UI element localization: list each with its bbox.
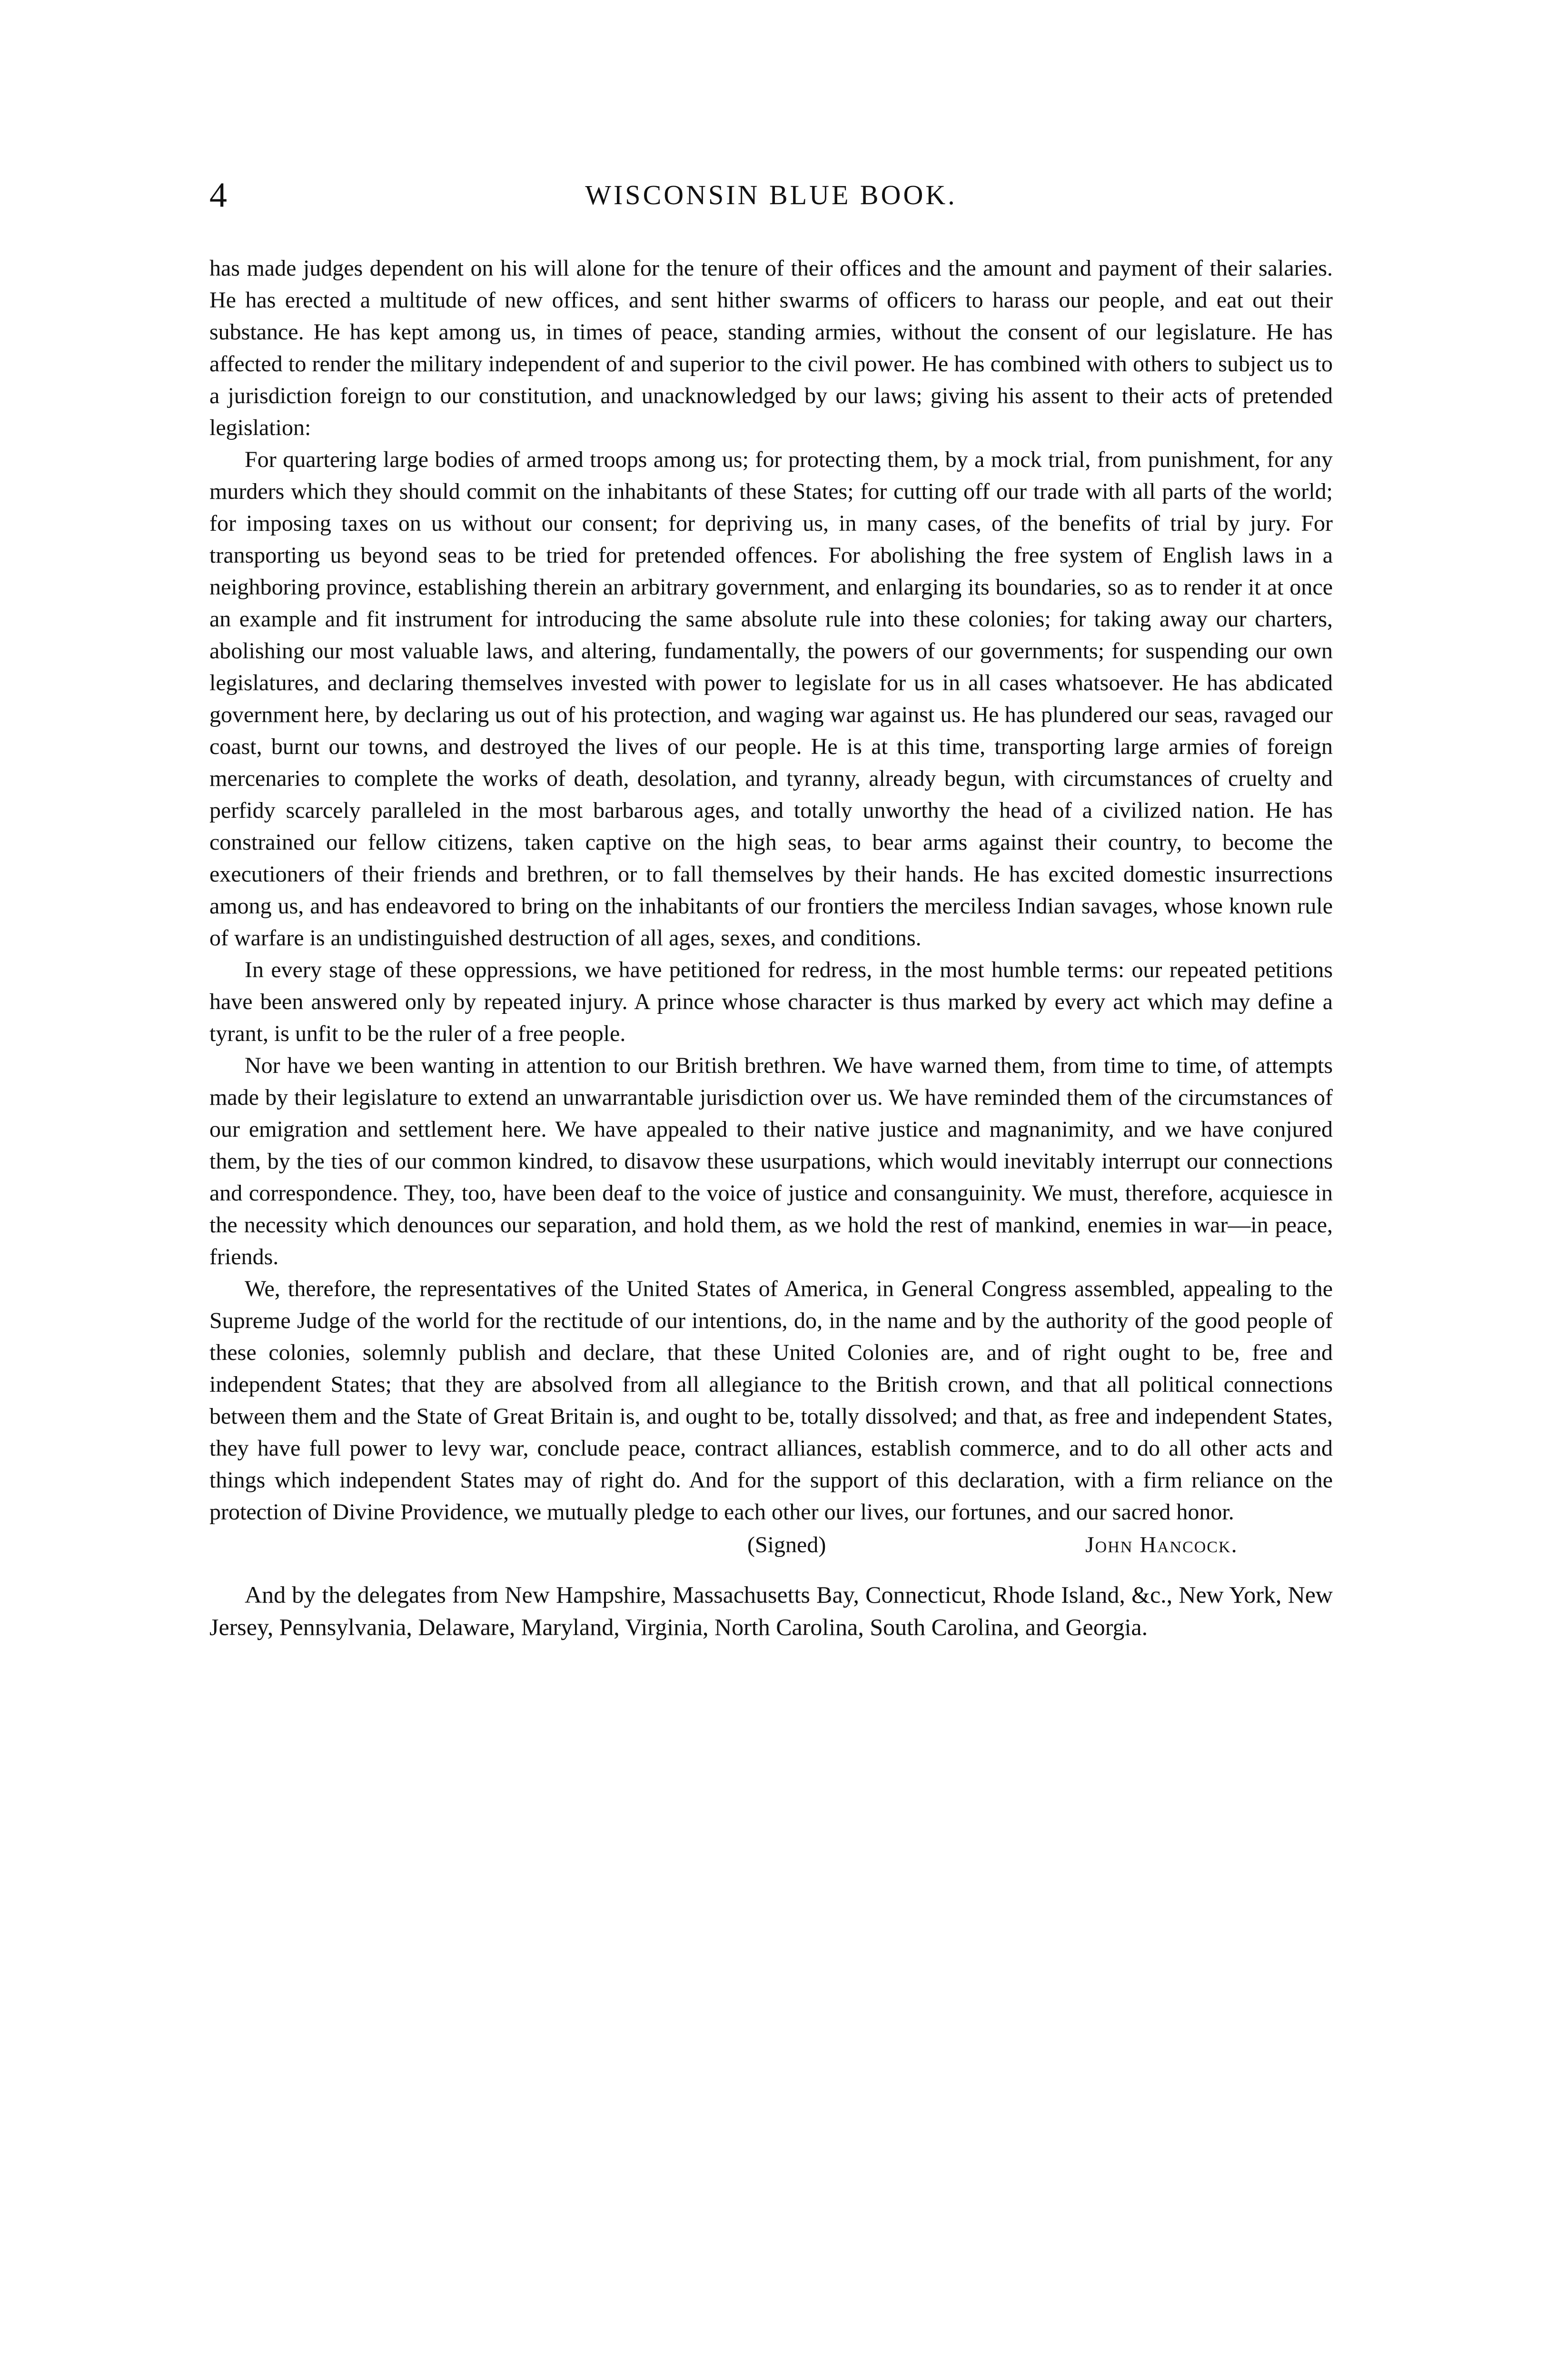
paragraph-acts-of-pretended-legislation: For quartering large bodies of armed troops among us; for protecting them, by a mock trial, from punishment, for any murders which they should commit on the inhabitants of these States; for cutting off our trade with all parts of the world; for imposing taxes on us without our consent; for depriving us, in many cases, of the benefits of trial by jury. For transporting us beyond seas to be tried for pretended offences. For abolishing the free system of English laws in a neighboring province, establishing therein an arbitrary government, and enlarging its boundaries, so as to render it at once an example and fit instrument for introducing the same absolute rule into these colonies; for taking away our charters, abolishing our most valuable laws, and altering, fundamentally, the powers of our governments; for suspending our own legislatures, and declaring themselves invested with power to legislate for us in all cases whatsoever. He has abdicated government here, by declaring us out of his protection, and waging war against us. He has plundered our seas, ravaged our coast, burnt our towns, and destroyed the lives of our people. He is at this time, transporting large armies of foreign mercenaries to complete the works of death, desolation, and tyranny, already begun, with circumstances of cruelty and perfidy scarcely paralleled in the most barbarous ages, and totally unworthy the head of a civilized nation. He has constrained our fellow citizens, taken captive on the high seas, to bear arms against their country, to become the executioners of their friends and brethren, or to fall themselves by their hands. He has excited domestic insurrections among us, and has endeavored to bring on the inhabitants of our frontiers the merciless Indian savages, whose known rule of warfare is an undistinguished destruction of all ages, sexes, and conditions.	[209, 447, 1333, 951]
paragraph-declaration-of-independence: We, therefore, the representatives of the United States of America, in General Congress assembled, appealing to the Supreme Judge of the world for the rectitude of our intentions, do, in the name and by the authority of the good people of these colonies, solemnly publish and declare, that these United Colonies are, and of right ought to be, free and independent States; that they are absolved from all allegiance to the British crown, and that all political connections between them and the State of Great Britain is, and ought to be, totally dissolved; and that, as free and independent States, they have full power to levy war, conclude peace, contract alliances, establish commerce, and to do all other acts and things which independent States may of right do. And for the support of this declaration, with a firm reliance on the protection of Divine Providence, we mutually pledge to each other our lives, our fortunes, and our sacred honor.	[209, 1276, 1333, 1525]
signature-line	[209, 1528, 1333, 1562]
signed-label: (Signed)	[747, 1532, 826, 1557]
body-text	[209, 252, 1333, 1528]
running-title: WISCONSIN BLUE BOOK.	[585, 179, 957, 210]
paragraph-grievances-continued: has made judges dependent on his will alone for the tenure of their offices and the amount and payment of their salaries. He has erected a multitude of new offices, and sent hither swarms of officers to harass our people, and eat out their substance. He has kept among us, in times of peace, standing armies, without the consent of our legislature. He has affected to render the military independent of and superior to the civil power. He has combined with others to subject us to a jurisdiction foreign to our constitution, and unacknowledged by our laws; giving his assent to their acts of pretended legislation:	[209, 256, 1333, 440]
signer-name: John Hancock.	[1085, 1532, 1238, 1557]
document-page	[209, 171, 1333, 1667]
delegates-paragraph: And by the delegates from New Hampshire, Massachusetts Bay, Connecticut, Rhode Island, &c., New York, New Jersey, Pennsylvania, Delaware, Maryland, Virginia, North Carolina, South Carolina, and Georgia.	[209, 1581, 1333, 1640]
running-head	[209, 171, 1333, 228]
paragraph-british-brethren: Nor have we been wanting in attention to our British brethren. We have warned them, from time to time, of attempts made by their legislature to extend an unwarrantable jurisdiction over us. We have reminded them of the circumstances of our emigration and settlement here. We have appealed to their native justice and magnanimity, and we have conjured them, by the ties of our common kindred, to disavow these usurpations, which would inevitably interrupt our connections and correspondence. They, too, have been deaf to the voice of justice and consanguinity. We must, therefore, acquiesce in the necessity which denounces our separation, and hold them, as we hold the rest of mankind, enemies in war—in peace, friends.	[209, 1053, 1333, 1269]
paragraph-petitions-for-redress: In every stage of these oppressions, we have petitioned for redress, in the most humble terms: our repeated petitions have been answered only by repeated injury. A prince whose character is thus marked by every act which may define a tyrant, is unfit to be the ruler of a free people.	[209, 957, 1333, 1046]
page-number: 4	[209, 176, 227, 215]
